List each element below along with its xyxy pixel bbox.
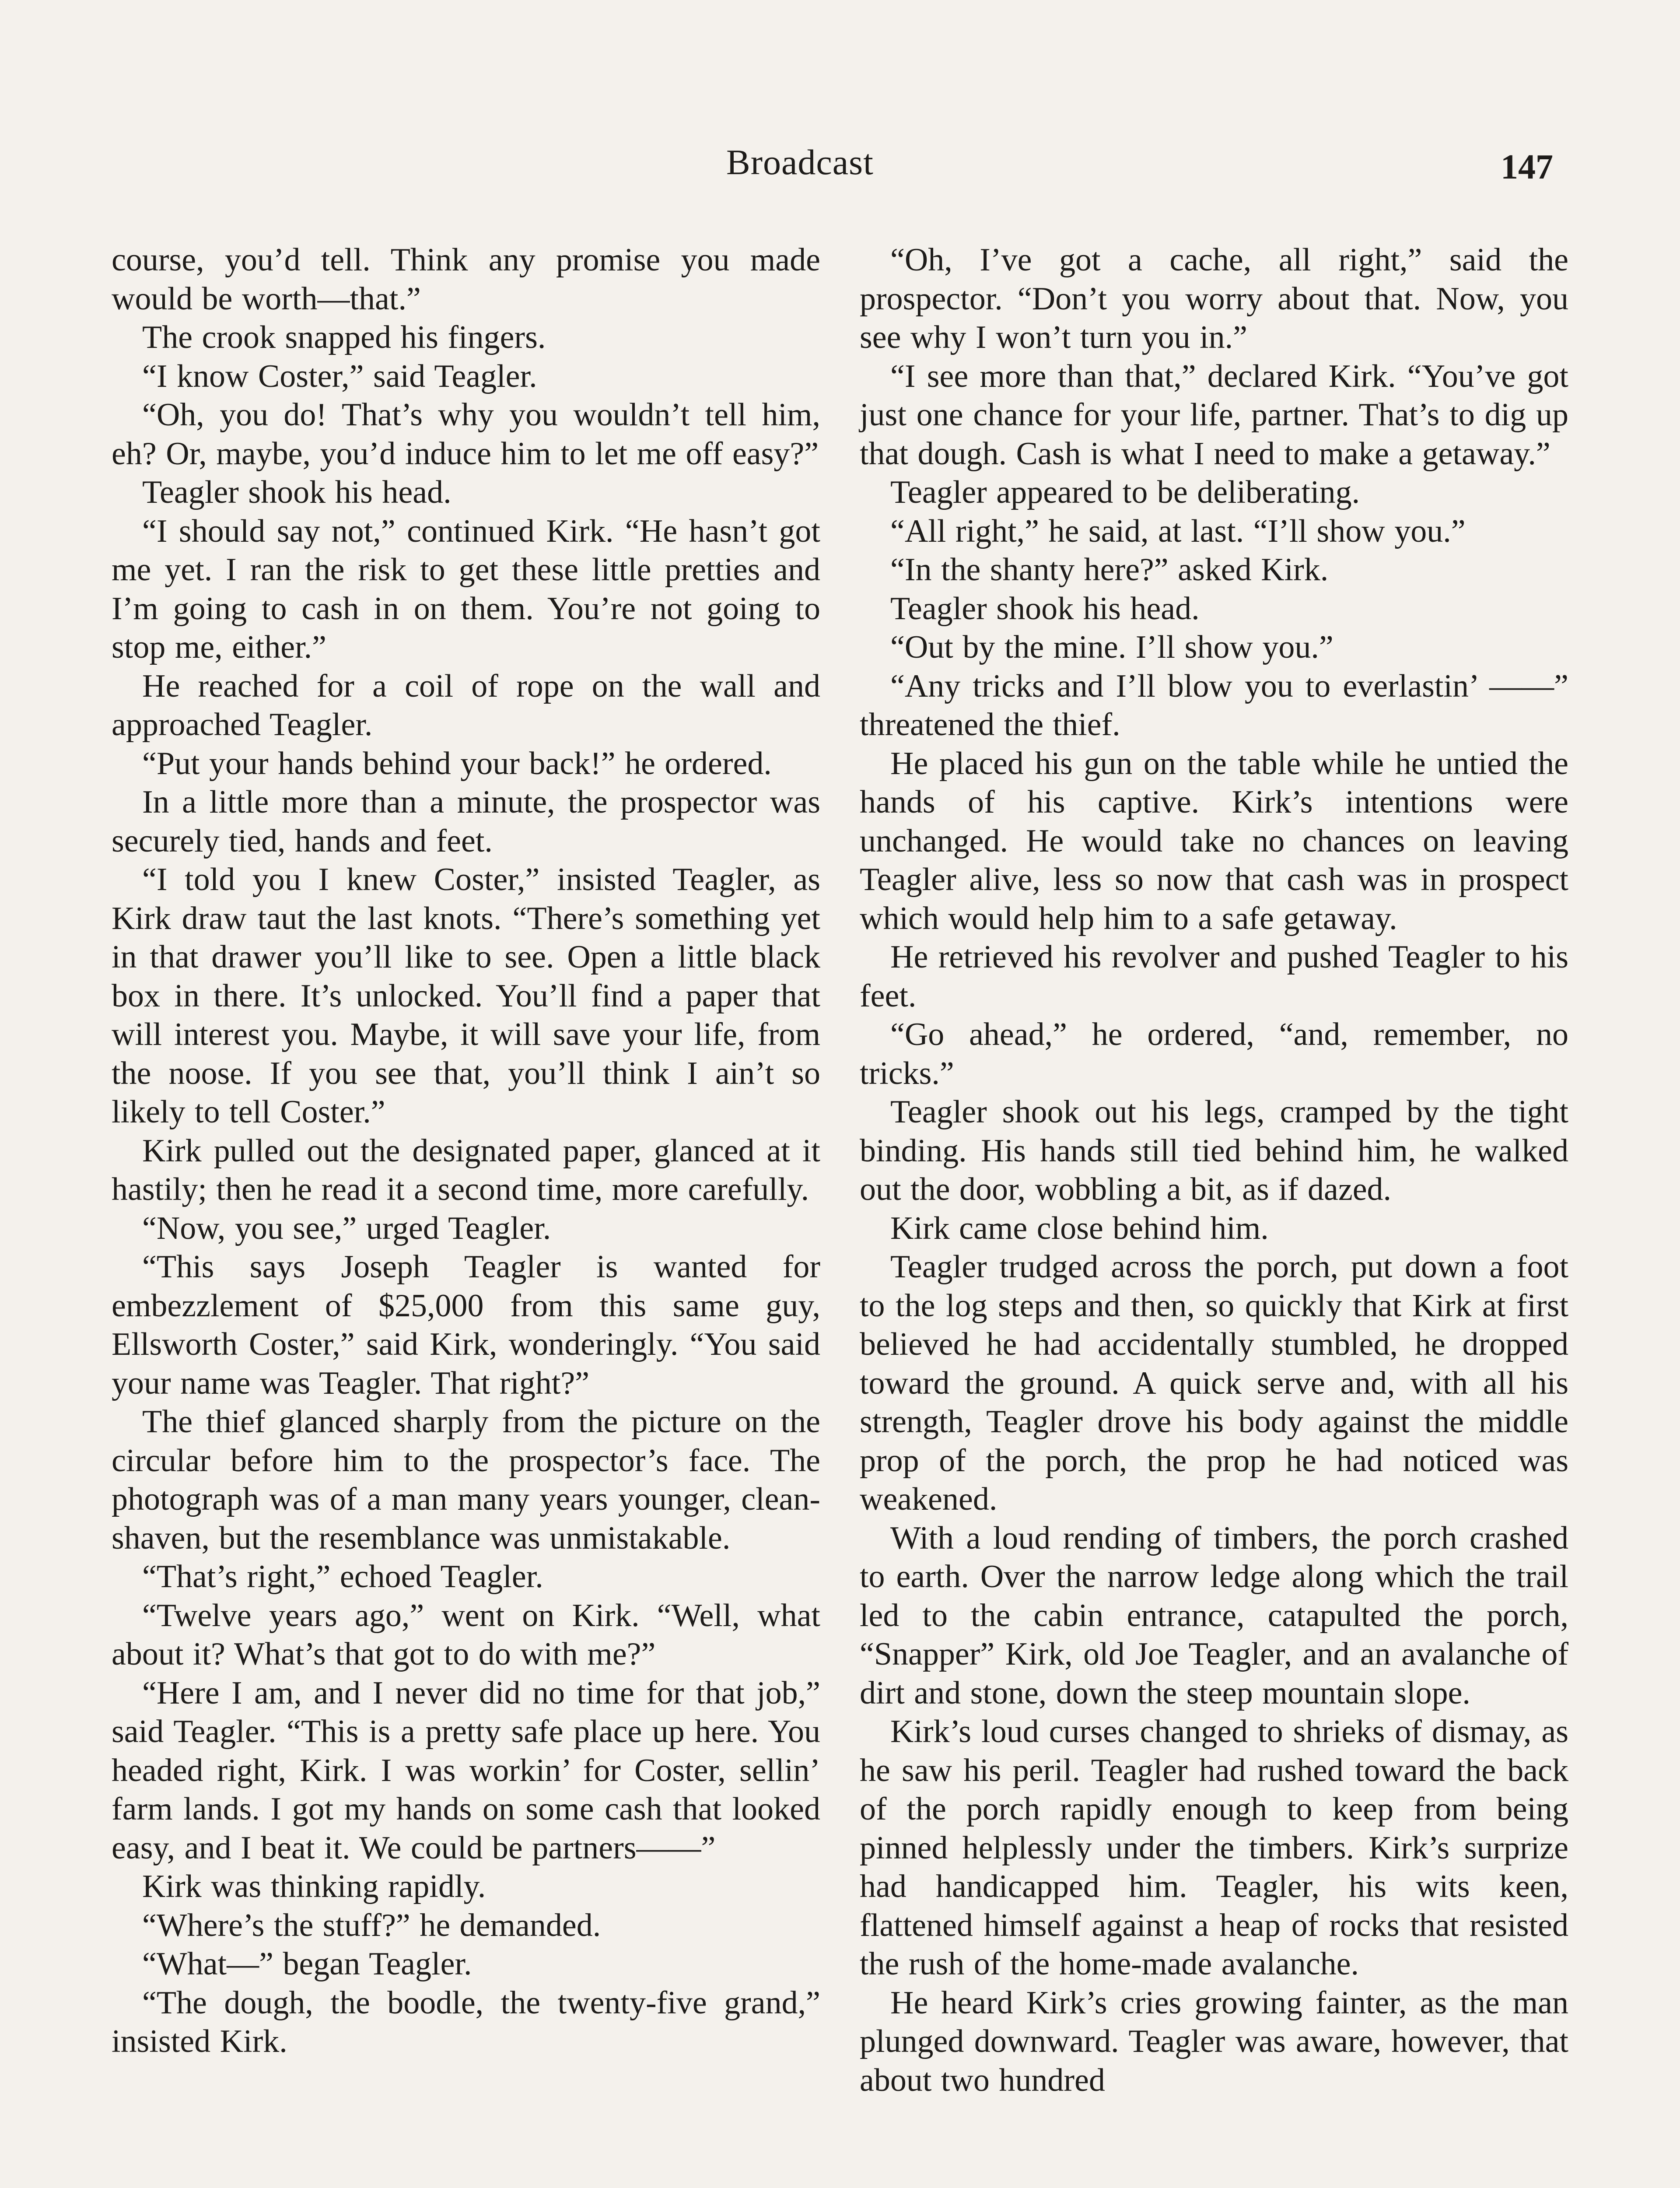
paragraph: He heard Kirk’s cries growing fainter, as the man plunged downward. Teagler was aware, however, that about two hundred <box>860 1985 1568 2098</box>
paragraph: “The dough, the boodle, the twenty-five grand,” insisted Kirk. <box>112 1985 820 2059</box>
paragraph: “What—” began Teagler. <box>142 1946 472 1982</box>
paragraph: Kirk’s loud curses changed to shrieks of dismay, as he saw his peril. Teagler had rushed toward the back of the porch rapidly enough to keep from being pinned helplessly under the timbers. Kirk’s surprize had handicapped him. Teagler, his wits keen, flattened himself against a heap of rocks that resisted the rush of the home-made avalanche. <box>860 1714 1568 1982</box>
running-header-title: Broadcast <box>726 142 874 182</box>
paragraph: “Oh, you do! That’s why you wouldn’t tell him, eh? Or, maybe, you’d induce him to let me off easy?” <box>112 397 820 472</box>
page-number: 147 <box>1501 148 1553 186</box>
paragraph: “Where’s the stuff?” he demanded. <box>142 1907 601 1943</box>
paragraph: “Here I am, and I never did no time for that job,” said Teagler. “This is a pretty safe place up here. You headed right, Kirk. I was workin’ for Coster, sellin’ farm lands. I got my hands on some cash that looked easy, and I beat it. We could be partners——” <box>112 1675 820 1866</box>
paragraph: course, you’d tell. Think any promise you made would be worth—that.” <box>112 242 820 317</box>
paragraph: He placed his gun on the table while he untied the hands of his captive. Kirk’s intentions were unchanged. He would take no chances on leaving Teagler alive, less so now that cash was in prospect which would help him to a safe getaway. <box>860 745 1568 936</box>
paragraph: “I should say not,” continued Kirk. “He hasn’t got me yet. I ran the risk to get these little pretties and I’m going to cash in on them. You’re not going to stop me, either.” <box>112 513 820 665</box>
paragraph: With a loud rending of timbers, the porch crashed to earth. Over the narrow ledge along which the trail led to the cabin entrance, catapulted the porch, “Snapper” Kirk, old Joe Teagler, and an avalanche of dirt and stone, down the steep mountain slope. <box>860 1520 1568 1711</box>
paragraph: Kirk pulled out the designated paper, glanced at it hastily; then he read it a second time, more carefully. <box>112 1133 820 1207</box>
paragraph: “Any tricks and I’ll blow you to everlastin’ ——” threatened the thief. <box>860 668 1568 743</box>
left-text-column <box>112 241 820 2061</box>
paragraph: The thief glanced sharply from the picture on the circular before him to the prospector’s face. The photograph was of a man many years younger, clean-shaven, but the resemblance was unmistakable. <box>112 1404 820 1556</box>
paragraph: “Oh, I’ve got a cache, all right,” said the prospector. “Don’t you worry about that. Now, you see why I won’t turn you in.” <box>860 242 1568 355</box>
paragraph: “Now, you see,” urged Teagler. <box>142 1210 551 1246</box>
paragraph: “I know Coster,” said Teagler. <box>142 358 537 394</box>
paragraph: “Put your hands behind your back!” he ordered. <box>142 745 772 782</box>
paragraph: Teagler shook his head. <box>142 474 452 510</box>
paragraph: “Out by the mine. I’ll show you.” <box>890 629 1334 665</box>
paragraph: “That’s right,” echoed Teagler. <box>142 1559 543 1595</box>
paragraph: “I told you I knew Coster,” insisted Teagler, as Kirk draw taut the last knots. “There’s something yet in that drawer you’ll like to see. Open a little black box in there. It’s unlocked. You’ll find a paper that will interest you. Maybe, it will save your life, from the noose. If you see that, you’ll think I ain’t so likely to tell Coster.” <box>112 862 820 1130</box>
paragraph: “All right,” he said, at last. “I’ll show you.” <box>890 513 1466 549</box>
paragraph: “In the shanty here?” asked Kirk. <box>890 552 1329 588</box>
paragraph: “Go ahead,” he ordered, “and, remember, no tricks.” <box>860 1017 1568 1091</box>
paragraph: In a little more than a minute, the prospector was securely tied, hands and feet. <box>112 784 820 859</box>
paragraph: The crook snapped his fingers. <box>142 319 546 355</box>
paragraph: Teagler trudged across the porch, put down a foot to the log steps and then, so quickly that Kirk at first believed he had accidentally stumbled, he dropped toward the ground. A quick serve and, with all his strength, Teagler drove his body against the middle prop of the porch, the prop he had noticed was weakened. <box>860 1249 1568 1517</box>
paragraph: Teagler shook his head. <box>890 590 1200 627</box>
paragraph: He retrieved his revolver and pushed Teagler to his feet. <box>860 939 1568 1014</box>
paragraph: “I see more than that,” declared Kirk. “You’ve got just one chance for your life, partner. That’s to dig up that dough. Cash is what I need to make a getaway.” <box>860 358 1568 472</box>
paragraph: Kirk was thinking rapidly. <box>142 1869 486 1904</box>
paragraph: Teagler shook out his legs, cramped by the tight binding. His hands still tied behind him, he walked out the door, wobbling a bit, as if dazed. <box>860 1094 1568 1207</box>
paragraph: Kirk came close behind him. <box>890 1210 1269 1246</box>
paragraph: He reached for a coil of rope on the wall and approached Teagler. <box>112 668 820 743</box>
right-text-column <box>860 241 1568 2100</box>
paragraph: “This says Joseph Teagler is wanted for embezzlement of $25,000 from this same guy, Ellsworth Coster,” said Kirk, wonderingly. “You said your name was Teagler. That right?” <box>112 1249 820 1401</box>
paragraph: “Twelve years ago,” went on Kirk. “Well, what about it? What’s that got to do with me?” <box>112 1597 820 1672</box>
paragraph: Teagler appeared to be deliberating. <box>890 474 1360 510</box>
